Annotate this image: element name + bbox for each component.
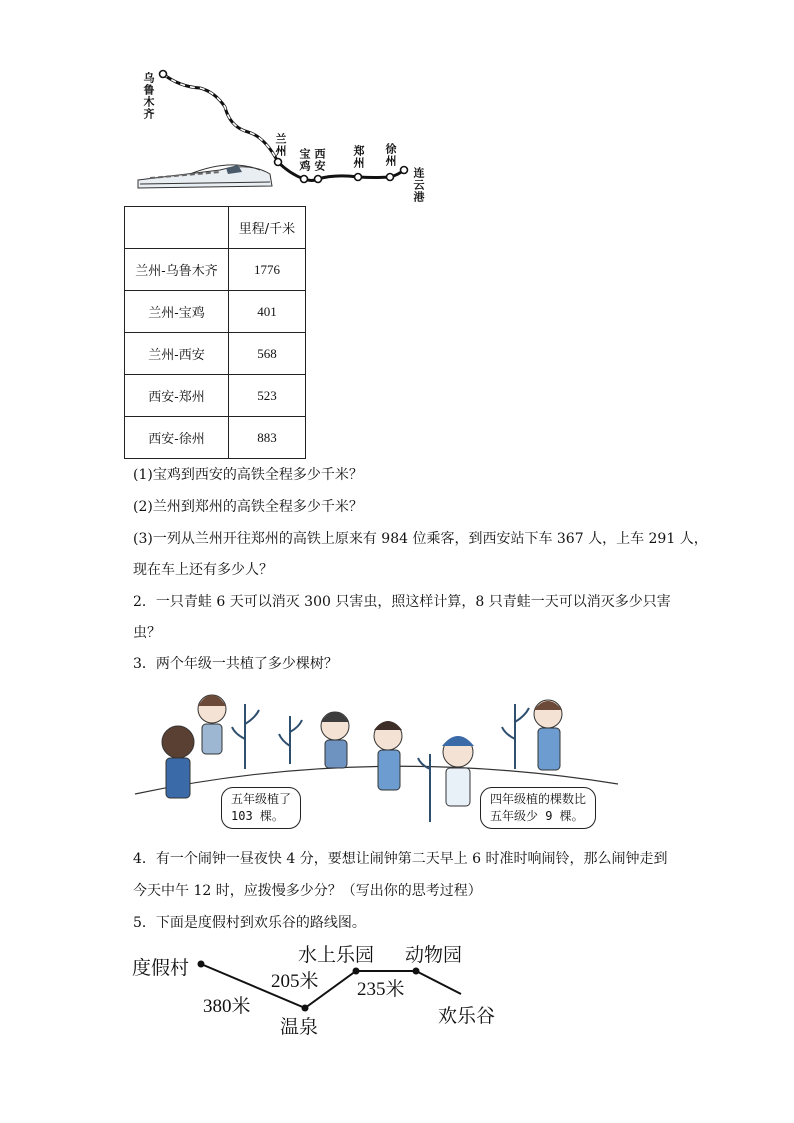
station-dot-xian [315, 176, 322, 183]
table-header-cell: 里程/千米 [229, 207, 306, 249]
question-3: 3．两个年级一共植了多少棵树？ [133, 656, 338, 672]
station-label-xian: 西安 [313, 148, 326, 172]
table-row [125, 291, 306, 333]
table-cell-route: 兰州-乌鲁木齐 [125, 249, 229, 291]
question-1-1: (1)宝鸡到西安的高铁全程多少千米？ [133, 467, 363, 483]
table-row [125, 333, 306, 375]
place-label-hot-spring: 温泉 [280, 1017, 319, 1038]
question-2-line2: 虫？ [133, 625, 161, 641]
station-dot-lanzhou [275, 159, 282, 166]
station-dot-zhengzhou [355, 174, 362, 181]
table-header-cell [125, 207, 229, 249]
place-label-happy-valley: 欢乐谷 [438, 1006, 496, 1027]
station-dot-lianyungang [401, 167, 408, 174]
question-2-line1: 2．一只青蛙 6 天可以消灭 300 只害虫，照这样计算，8 只青蛙一天可以消灭多少只害 [133, 594, 671, 610]
table-cell-distance: 1776 [229, 249, 306, 291]
table-cell-distance: 523 [229, 375, 306, 417]
question-4-line2: 今天中午 12 时，应拨慢多少分？（写出你的思考过程） [133, 883, 482, 899]
bubble-text-line2: 五年级少 9 棵。 [490, 809, 584, 823]
bubble-text-line1: 四年级植的棵数比 [490, 792, 587, 806]
station-label-xuzhou: 徐州 [384, 143, 397, 167]
station-label-zhengzhou: 郑州 [352, 145, 365, 169]
table-cell-distance: 401 [229, 291, 306, 333]
train-illustration [138, 165, 272, 188]
table-cell-route: 西安-郑州 [125, 375, 229, 417]
question-4-line1: 4．有一个闹钟一昼夜快 4 分，要想让闹钟第二天早上 6 时准时响闹铃，那么闹钟走到 [133, 851, 668, 867]
distance-label-hot-spring-water-park: 205米 [271, 971, 319, 992]
speech-bubble-grade-four [480, 787, 596, 829]
rail-line-west [163, 74, 278, 162]
question-5: 5．下面是度假村到欢乐谷的路线图。 [133, 915, 366, 931]
table-cell-route: 兰州-西安 [125, 333, 229, 375]
route-dot-resort [198, 961, 205, 968]
rail-map [130, 62, 430, 202]
station-label-baoji: 宝鸡 [298, 148, 311, 172]
station-dot-xuzhou [387, 174, 394, 181]
station-label-lanzhou: 兰州 [274, 133, 287, 157]
table-cell-route: 兰州-宝鸡 [125, 291, 229, 333]
station-dot-baoji [301, 176, 308, 183]
speech-bubble-grade-five [221, 787, 301, 829]
question-1-3-line2: 现在车上还有多少人？ [133, 562, 273, 578]
distance-label-resort-hot-spring: 380米 [203, 996, 251, 1017]
distance-table [124, 206, 306, 459]
question-1-2: (2)兰州到郑州的高铁全程多少千米？ [133, 499, 363, 515]
table-cell-distance: 568 [229, 333, 306, 375]
route-dot-hot-spring [302, 1005, 309, 1012]
route-dot-zoo [413, 968, 420, 975]
table-header-row [125, 207, 306, 249]
question-1-3-line1: (3)一列从兰州开往郑州的高铁上原来有 984 位乘客，到西安站下车 367 人，上车 291 人， [133, 531, 708, 547]
bubble-text-line1: 五年级植了 [231, 792, 292, 806]
station-label-lianyungang: 连云港 [412, 167, 425, 203]
place-label-zoo: 动物园 [405, 945, 463, 966]
distance-label-water-park-zoo: 235米 [357, 979, 405, 1000]
place-label-resort: 度假村 [132, 958, 190, 979]
table-row [125, 417, 306, 459]
table-cell-distance: 883 [229, 417, 306, 459]
table-row [125, 249, 306, 291]
table-cell-route: 西安-徐州 [125, 417, 229, 459]
table-row [125, 375, 306, 417]
station-dot-urumqi [160, 71, 167, 78]
station-label-urumqi: 乌鲁木齐 [142, 72, 155, 120]
bubble-text-line2: 103 棵。 [231, 809, 284, 823]
place-label-water-park: 水上乐园 [298, 945, 375, 966]
